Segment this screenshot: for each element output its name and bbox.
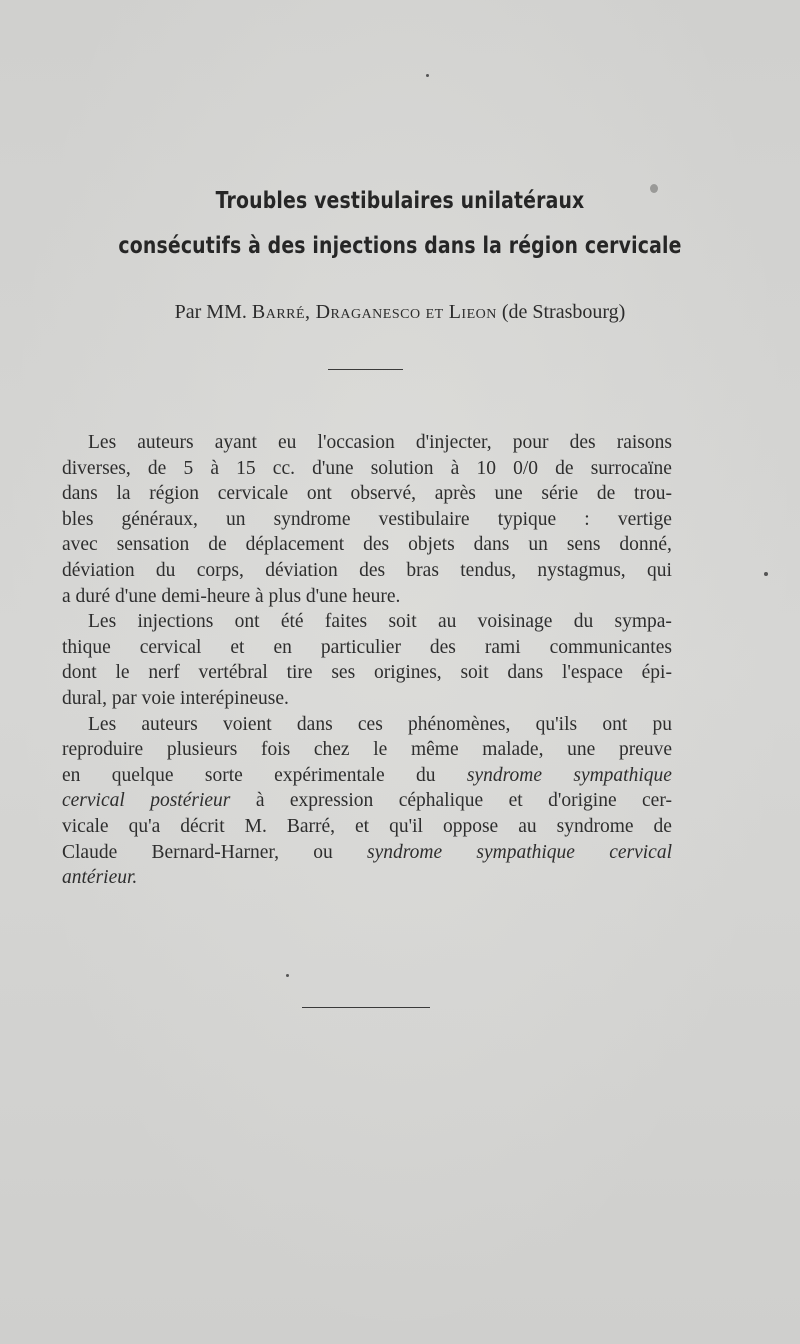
word: avec	[62, 534, 98, 556]
word: origines,	[373, 662, 442, 684]
word: ont	[306, 483, 332, 505]
italic-word: cervical	[62, 790, 125, 812]
word: eu	[278, 432, 297, 453]
text-line	[62, 532, 672, 558]
word: tendus,	[460, 559, 517, 581]
text-line	[62, 737, 672, 763]
word: nystagmus,	[537, 559, 626, 581]
text-line	[62, 686, 672, 712]
word: cer-	[642, 790, 672, 812]
text-line	[62, 788, 672, 814]
word: expression	[289, 790, 374, 812]
word: syndrome	[273, 508, 351, 530]
text-line	[62, 660, 672, 686]
word: quelque	[111, 764, 174, 786]
word: dont	[62, 662, 97, 684]
word: de	[596, 483, 616, 505]
article-title-line-2: consécutifs à des injections dans la région cervicale	[118, 233, 682, 259]
byline-affiliation: (de Strasbourg)	[501, 301, 626, 323]
word: Bernard-Harner,	[151, 841, 280, 863]
word: d'origine	[548, 790, 617, 812]
text-line	[62, 840, 672, 866]
italic-word: sympathique	[573, 764, 672, 786]
word: de	[555, 457, 574, 479]
word: région	[149, 483, 200, 505]
italic-word: cervical	[609, 841, 672, 863]
word: la	[116, 483, 131, 505]
word: pu	[652, 713, 672, 735]
word: d'une	[312, 457, 354, 479]
text-line	[62, 430, 672, 456]
italic-word: postérieur	[150, 790, 231, 812]
print-speck	[426, 74, 429, 77]
word: au	[518, 815, 537, 837]
word: ont	[602, 713, 628, 735]
word: dans	[296, 713, 333, 735]
word: preuve	[618, 739, 672, 761]
word: reproduire	[62, 739, 144, 761]
word: des	[363, 534, 390, 556]
word: ces	[357, 713, 383, 735]
word: raisons	[616, 432, 672, 453]
word: vicale	[62, 815, 109, 837]
word: déplacement	[245, 534, 345, 556]
word: syndrome	[556, 815, 634, 837]
word: cervical	[139, 636, 202, 658]
word: 0/0	[513, 457, 539, 479]
print-speck	[650, 184, 658, 193]
word: 5	[183, 457, 194, 479]
word: qui	[647, 559, 672, 581]
word: à	[450, 457, 460, 479]
word: injections	[137, 611, 214, 633]
word: corps,	[196, 559, 244, 581]
word: décrit	[180, 815, 225, 837]
word: expérimentale	[274, 764, 385, 786]
word: de	[147, 457, 167, 479]
word: une	[567, 739, 596, 761]
word: 15	[236, 457, 256, 479]
word: objets	[408, 534, 455, 556]
word: des	[359, 559, 386, 581]
italic-word: syndrome	[367, 841, 443, 863]
word: nerf	[148, 662, 180, 684]
word: voient	[222, 713, 272, 735]
word: qu'ils	[535, 713, 578, 735]
word: soit	[388, 611, 417, 633]
word: Claude	[62, 841, 118, 863]
word: solution	[370, 457, 434, 479]
word: bras	[406, 559, 439, 581]
word: céphalique	[398, 790, 484, 812]
word: des	[429, 636, 456, 658]
byline-conjunction: et	[425, 301, 444, 323]
word: même	[410, 739, 459, 761]
word: plusieurs	[166, 739, 238, 761]
abstract-body	[62, 430, 672, 891]
text-line	[62, 712, 672, 738]
word: rami	[484, 636, 521, 658]
word: une	[494, 483, 523, 505]
word: typique	[497, 508, 557, 530]
word: thique	[62, 636, 111, 658]
word: série	[541, 483, 579, 505]
italic-word: sympathique	[476, 841, 575, 863]
word: phénomènes,	[408, 713, 511, 735]
word: communicantes	[549, 636, 672, 658]
word: d'injecter,	[415, 432, 492, 453]
word: observé,	[350, 483, 416, 505]
word: particulier	[320, 636, 401, 658]
word: soit	[460, 662, 489, 684]
word: du	[573, 611, 594, 633]
word: ou	[313, 841, 333, 863]
word: M.	[244, 815, 267, 837]
word: sympa-	[614, 611, 672, 633]
word: au	[437, 611, 457, 633]
text-line	[62, 507, 672, 533]
word: de	[653, 815, 672, 837]
word: ayant	[214, 432, 257, 453]
word: épi-	[641, 662, 672, 684]
word: Les	[88, 432, 117, 453]
word: à	[255, 790, 265, 812]
word: diverses,	[62, 457, 131, 479]
word: un	[528, 534, 548, 556]
word: auteurs	[141, 713, 198, 735]
word: Barré,	[286, 815, 336, 837]
word: cc.	[272, 457, 295, 479]
word: chez	[313, 739, 350, 761]
word: de	[208, 534, 227, 556]
text-line	[62, 635, 672, 661]
text-line	[62, 456, 672, 482]
text-segment: dural, par voie interépineuse.	[62, 687, 289, 709]
word: malade,	[482, 739, 544, 761]
word: du	[155, 559, 176, 581]
word: l'occasion	[317, 432, 395, 453]
word: et	[508, 790, 523, 812]
word: Les	[88, 713, 117, 735]
word: vertige	[617, 508, 672, 530]
word: vertébral	[198, 662, 268, 684]
word: sorte	[204, 764, 243, 786]
word: et	[230, 636, 245, 658]
word: en	[62, 764, 81, 786]
text-line	[62, 814, 672, 840]
word: des	[569, 432, 596, 453]
word: sensation	[116, 534, 190, 556]
bottom-divider	[302, 1007, 430, 1008]
word: été	[280, 611, 304, 633]
word: généraux,	[121, 508, 198, 530]
word: le	[115, 662, 130, 684]
word: pour	[512, 432, 549, 453]
word: un	[225, 508, 246, 530]
word: auteurs	[137, 432, 194, 453]
text-segment: a duré d'une demi-heure à plus d'une heure.	[62, 585, 401, 607]
word: à	[210, 457, 220, 479]
top-divider	[328, 369, 403, 370]
byline-prefix: Par MM.	[174, 301, 247, 323]
word: ont	[234, 611, 260, 633]
author-draganesco: Draganesco	[315, 301, 421, 323]
word: cervicale	[217, 483, 289, 505]
word: déviation	[265, 559, 338, 581]
word: sens	[566, 534, 601, 556]
text-line	[62, 609, 672, 635]
article-title-line-1: Troubles vestibulaires unilatéraux	[215, 188, 585, 214]
word: tire	[286, 662, 313, 684]
word: dans	[507, 662, 544, 684]
word: trou-	[634, 483, 672, 505]
text-line	[62, 763, 672, 789]
author-lieon: Lieon	[448, 301, 497, 323]
word: vestibulaire	[378, 508, 470, 530]
word: dans	[473, 534, 510, 556]
word: et	[355, 815, 370, 837]
word: le	[373, 739, 388, 761]
word: ses	[331, 662, 356, 684]
print-speck	[286, 974, 289, 977]
word: bles	[62, 508, 94, 530]
text-line	[62, 481, 672, 507]
word: qu'a	[128, 815, 161, 837]
text-line	[62, 865, 672, 891]
word: voisinage	[477, 611, 553, 633]
italic-segment: antérieur.	[62, 867, 138, 889]
word: Les	[88, 611, 117, 633]
word: l'espace	[561, 662, 623, 684]
word: faites	[324, 611, 368, 633]
word: du	[416, 764, 436, 786]
italic-word: syndrome	[466, 764, 542, 786]
word: qu'il	[389, 815, 423, 837]
print-speck	[764, 572, 768, 576]
word: déviation	[62, 559, 135, 581]
word: après	[434, 483, 476, 505]
author-barre: Barré,	[251, 301, 311, 323]
word: en	[273, 636, 292, 658]
word: :	[584, 508, 590, 530]
word: donné,	[619, 534, 672, 556]
word: 10	[476, 457, 496, 479]
word: fois	[260, 739, 291, 761]
text-line	[62, 558, 672, 584]
word: oppose	[442, 815, 499, 837]
text-line	[62, 584, 672, 610]
word: surrocaïne	[590, 457, 672, 479]
word: dans	[62, 483, 98, 505]
author-byline	[0, 301, 800, 324]
